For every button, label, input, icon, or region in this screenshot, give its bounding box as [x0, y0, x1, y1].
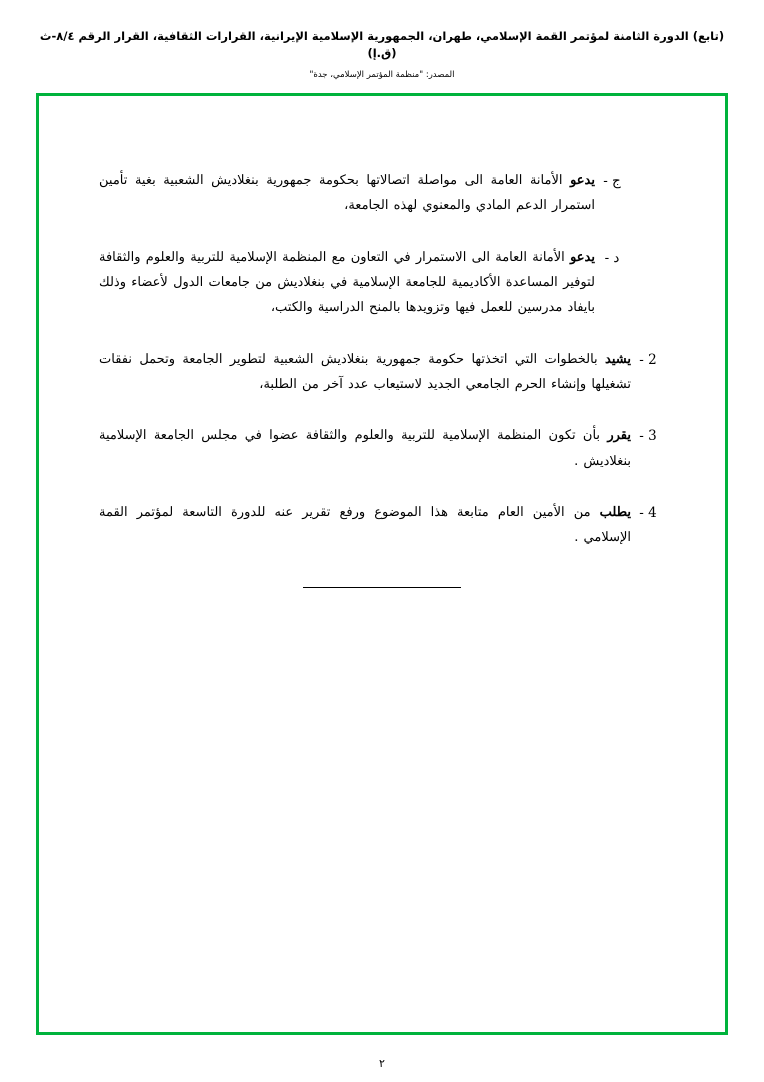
list-item	[99, 168, 629, 219]
list-item	[99, 500, 665, 551]
list-item-text	[99, 423, 631, 474]
resolution-body	[39, 96, 725, 588]
list-item-body: الأمانة العامة الى الاستمرار في التعاون مع المنظمة الإسلامية للتربية والعلوم والثقافة لتوفير المساعدة الأكاديمية للجامعة الإسلامية في بنغلاديش من جامعات الدول لأعضاء وذلك بايفاد مدرسين للعمل فيها وتزويدها بالمنح الدراسية والكتب،	[99, 249, 595, 316]
list-item-text	[99, 500, 631, 551]
list-item	[99, 245, 629, 321]
list-item-marker: د -	[604, 249, 620, 266]
list-item-body: من الأمين العام متابعة هذا الموضوع ورفع تقرير عنه للدورة التاسعة لمؤتمر القمة الإسلامي .	[99, 505, 631, 546]
list-item-lead: يشيد	[605, 351, 631, 367]
list-item-text	[99, 168, 595, 219]
page-number: ٢	[379, 1057, 385, 1070]
section-divider	[303, 587, 461, 588]
list-item-text	[99, 245, 595, 321]
list-item-lead: يدعو	[570, 173, 595, 188]
list-item-text	[99, 347, 631, 398]
list-item-marker: ج -	[603, 173, 621, 189]
list-item-marker: 4 -	[639, 505, 657, 522]
green-border-frame	[36, 93, 728, 1035]
list-item-lead: يقرر	[607, 428, 631, 444]
page-footer	[0, 1057, 764, 1070]
list-item-body: بأن تكون المنظمة الإسلامية للتربية والعلوم والثقافة عضوا في مجلس الجامعة الإسلامية بنغلاديش .	[99, 428, 631, 469]
section-divider-wrap	[99, 587, 665, 588]
list-item-lead: يطلب	[599, 505, 631, 521]
page-header	[0, 0, 764, 80]
list-item	[99, 423, 665, 474]
list-item-marker: 3 -	[639, 428, 657, 445]
list-item-body: الأمانة العامة الى مواصلة اتصالاتها بحكومة جمهورية بنغلاديش الشعبية بغية تأمين استمرار الدعم المادي والمعنوي لهذه الجامعة،	[99, 173, 595, 214]
header-title: (تابع) الدورة الثامنة لمؤتمر القمة الإسلامي، طهران، الجمهورية الإسلامية الإيرانية، القرارات الثقافية، القرار الرقم ٨/٤-ث (ق.إ)	[39, 29, 725, 61]
list-item-body: بالخطوات التي اتخذتها حكومة جمهورية بنغلاديش الشعبية لتطوير الجامعة وتحمل نفقات تشغيلها وإنشاء الحرم الجامعي الجديد لاستيعاب عدد آخر من الطلبة،	[99, 351, 631, 393]
list-item-lead: يدعو	[570, 249, 595, 265]
list-item	[99, 347, 665, 398]
list-item-marker: 2 -	[639, 351, 657, 368]
header-source: المصدر: "منظمة المؤتمر الإسلامي، جدة"	[309, 69, 455, 80]
